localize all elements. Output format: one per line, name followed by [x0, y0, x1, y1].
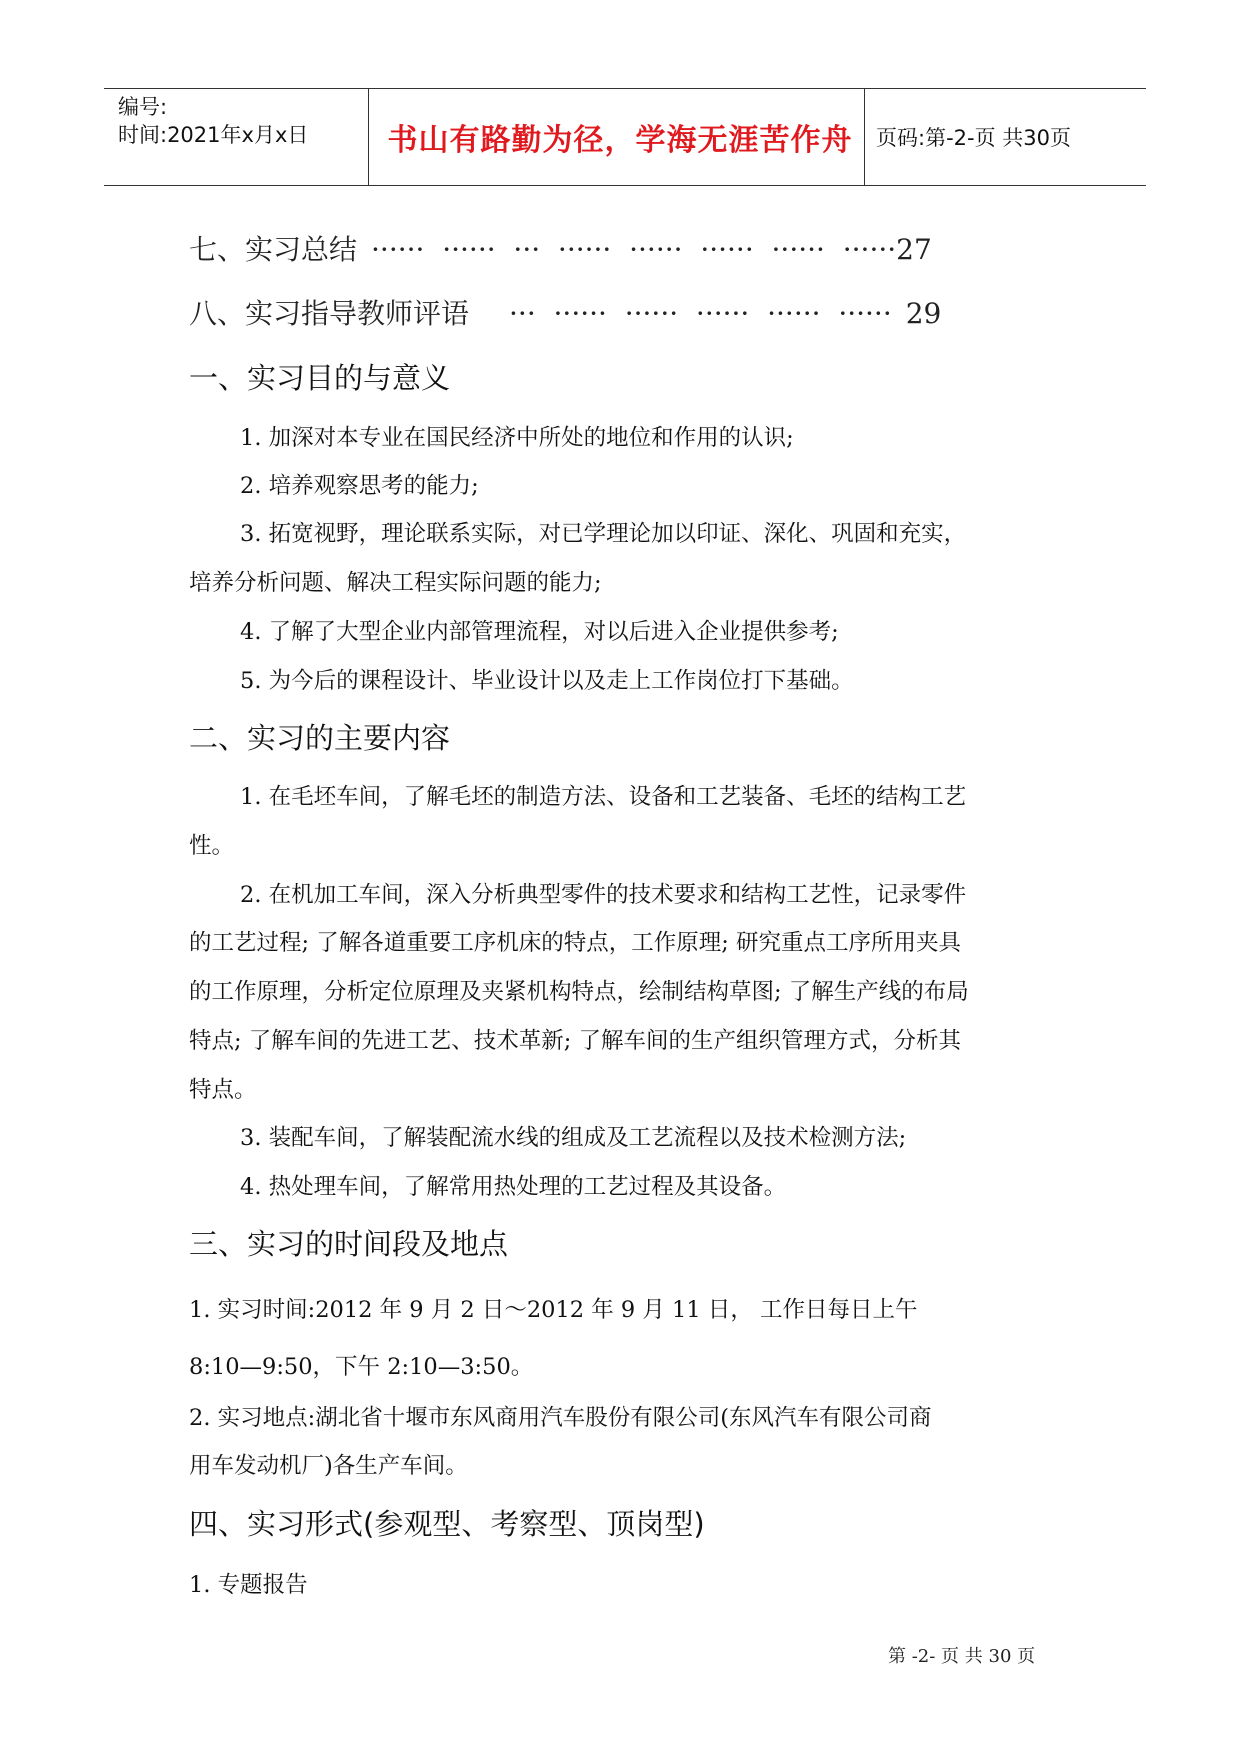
page-footer: 第 -2- 页 共 30 页 — [888, 1646, 1036, 1667]
paragraph-line: 1. 实习时间:2012 年 9 月 2 日～2012 年 9 月 11 日， 工作日每日上午 — [189, 1297, 918, 1323]
section-heading: 三、实习的时间段及地点 — [189, 1227, 509, 1261]
paragraph-line: 5. 为今后的课程设计、毕业设计以及走上工作岗位打下基础。 — [240, 668, 854, 694]
section-heading: 四、实习形式(参观型、考察型、顶岗型) — [189, 1507, 705, 1541]
paragraph-line: 1. 在毛坯车间，了解毛坯的制造方法、设备和工艺装备、毛坯的结构工艺 — [240, 784, 967, 810]
toc-item — [189, 228, 932, 268]
toc-dots: ··· ······ ······ ······ ······ ······ — [509, 297, 892, 330]
time-label: 时间:2021年x月x日 — [118, 123, 309, 147]
page-header — [104, 88, 1146, 186]
toc-item — [189, 292, 941, 332]
paragraph-line: 1. 专题报告 — [189, 1572, 308, 1598]
paragraph-line: 4. 了解了大型企业内部管理流程，对以后进入企业提供参考; — [240, 619, 839, 645]
number-label: 编号: — [118, 95, 168, 119]
toc-page: 29 — [905, 297, 942, 330]
paragraph-line: 3. 装配车间，了解装配流水线的组成及工艺流程以及技术检测方法; — [240, 1125, 907, 1151]
toc-page: 27 — [896, 233, 932, 266]
header-page-code: 页码:第-2-页 共30页 — [876, 126, 1071, 150]
paragraph-line: 用车发动机厂)各生产车间。 — [189, 1453, 468, 1479]
paragraph-line: 8:10—9:50，下午 2:10—3:50。 — [189, 1354, 534, 1380]
paragraph-line: 4. 热处理车间，了解常用热处理的工艺过程及其设备。 — [240, 1174, 787, 1200]
paragraph-line: 性。 — [189, 833, 235, 859]
paragraph-line: 特点; 了解车间的先进工艺、技术革新; 了解车间的生产组织管理方式，分析其 — [189, 1028, 961, 1054]
header-info — [118, 93, 308, 149]
header-divider — [864, 89, 865, 185]
toc-dots: ······ ······ ··· ······ ······ ······ ······ ······ — [371, 233, 897, 266]
header-motto: 书山有路勤为径，学海无涯苦作舟 — [387, 123, 853, 158]
toc-title: 八、实习指导教师评语 — [189, 297, 470, 330]
paragraph-line: 1. 加深对本专业在国民经济中所处的地位和作用的认识; — [240, 425, 794, 451]
paragraph-line: 3. 拓宽视野，理论联系实际，对已学理论加以印证、深化、巩固和充实， — [240, 521, 967, 547]
paragraph-line: 2. 培养观察思考的能力; — [240, 473, 479, 499]
section-heading: 二、实习的主要内容 — [189, 721, 451, 755]
paragraph-line: 特点。 — [189, 1077, 257, 1103]
paragraph-line: 的工作原理，分析定位原理及夹紧机构特点，绘制结构草图; 了解生产线的布局 — [189, 979, 969, 1005]
paragraph-line: 2. 在机加工车间，深入分析典型零件的技术要求和结构工艺性，记录零件 — [240, 882, 967, 908]
section-heading: 一、实习目的与意义 — [189, 361, 451, 395]
header-divider — [368, 89, 369, 185]
paragraph-line: 2. 实习地点:湖北省十堰市东风商用汽车股份有限公司(东风汽车有限公司商 — [189, 1405, 932, 1431]
paragraph-line: 的工艺过程; 了解各道重要工序机床的特点，工作原理; 研究重点工序所用夹具 — [189, 930, 961, 956]
toc-title: 七、实习总结 — [189, 233, 358, 266]
paragraph-line: 培养分析问题、解决工程实际问题的能力; — [189, 570, 602, 596]
